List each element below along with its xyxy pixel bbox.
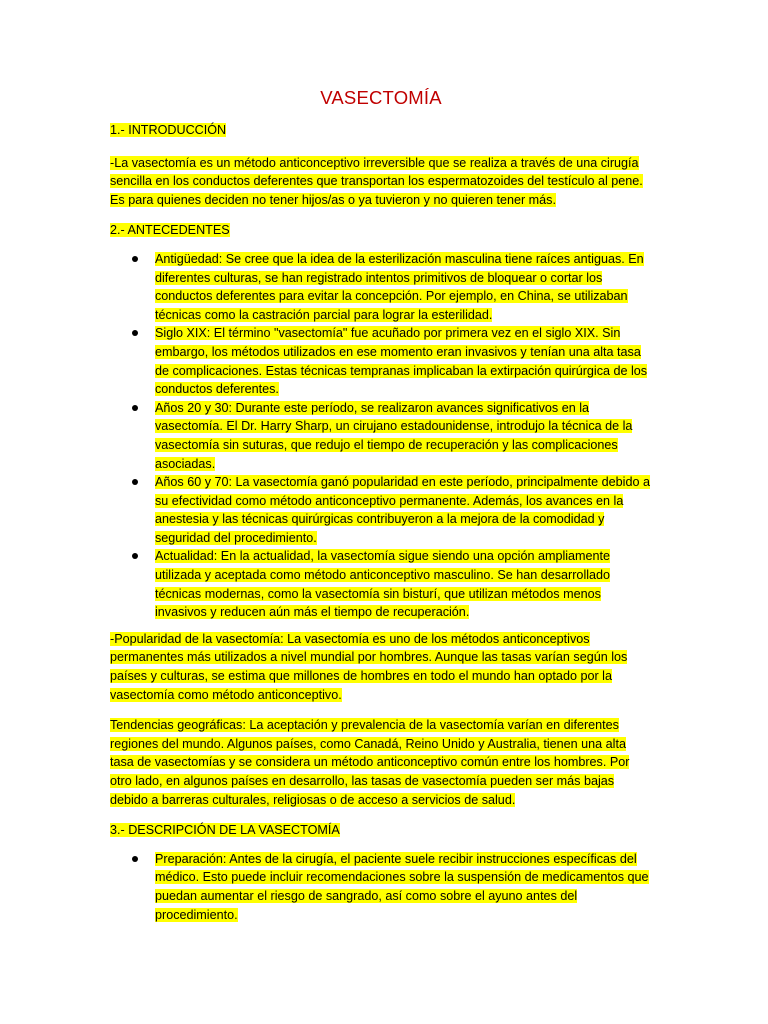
paragraph-text: Tendencias geográficas: La aceptación y prevalencia de la vasectomía varían en diferentes regiones del mundo. Algunos países, como Canadá, Reino Unido y Australia, tienen una alta tasa de vasectomías y se considera un método anticonceptivo común entre los hombres. Por otro lado, en algunos países en desarrollo, las tasas de vasectomía pueden ser más bajas debido a barreras culturales, religiosas o de acceso a servicios de salud. <box>110 718 630 807</box>
antecedentes-list <box>110 250 652 622</box>
descripcion-list <box>110 850 652 924</box>
section-heading-antecedentes <box>110 221 652 240</box>
heading-text: 3.- DESCRIPCIÓN DE LA VASECTOMÍA <box>110 823 340 838</box>
list-item-text: Siglo XIX: El término "vasectomía" fue acuñado por primera vez en el siglo XIX. Sin embargo, los métodos utilizados en ese momento eran invasivos y tenían una alta tasa de complicaciones. Estas técnicas tempranas implicaban la extirpación quirúrgica de los conductos deferentes. <box>155 326 648 397</box>
tendencias-paragraph <box>110 716 652 809</box>
section-heading-descripcion <box>110 821 652 840</box>
list-item <box>155 850 652 924</box>
intro-paragraph <box>110 154 652 210</box>
bullet-icon <box>132 405 138 411</box>
list-item <box>155 547 652 621</box>
document-title: VASECTOMÍA <box>320 87 442 108</box>
list-item-text: Antigüedad: Se cree que la idea de la esterilización masculina tiene raíces antiguas. En diferentes culturas, se han registrado intentos primitivos de bloquear o cortar los conductos deferentes para evitar la concepción. Por ejemplo, en China, se utilizaban técnicas como la castración parcial para lograr la esterilidad. <box>155 251 644 322</box>
list-item <box>155 250 652 324</box>
list-item <box>155 399 652 473</box>
list-item-text: Actualidad: En la actualidad, la vasectomía sigue siendo una opción ampliamente utilizada y aceptada como método anticonceptivo masculino. Se han desarrollado técnicas modernas, como la vasectomía sin bisturí, que utilizan métodos menos invasivos y reducen aún más el tiempo de recuperación. <box>155 549 611 620</box>
bullet-icon <box>132 553 138 559</box>
bullet-icon <box>132 856 138 862</box>
paragraph-text: -La vasectomía es un método anticonceptivo irreversible que se realiza a través de una cirugía sencilla en los conductos deferentes que transportan los espermatozoides del testículo al pene. Es para quienes deciden no tener hijos/as o ya tuvieron y no quieren tener más. <box>110 155 643 207</box>
heading-text: 1.- INTRODUCCIÓN <box>110 123 227 137</box>
list-item <box>155 324 652 398</box>
paragraph-text: -Popularidad de la vasectomía: La vasectomía es uno de los métodos anticonceptivos permanentes más utilizados a nivel mundial por hombres. Aunque las tasas varían según los países y culturas, se estima que millones de hombres en todo el mundo han optado por la vasectomía como método anticonceptivo. <box>110 631 628 702</box>
bullet-icon <box>132 256 138 262</box>
list-item-text: Preparación: Antes de la cirugía, el paciente suele recibir instrucciones específicas del médico. Esto puede incluir recomendaciones sobre la suspensión de medicamentos que puedan aumentar el riesgo de sangrado, así como sobre el ayuno antes del procedimiento. <box>155 851 649 922</box>
section-heading-intro <box>110 121 652 140</box>
list-item-text: Años 20 y 30: Durante este período, se realizaron avances significativos en la vasectomía. El Dr. Harry Sharp, un cirujano estadounidense, introdujo la técnica de la vasectomía sin suturas, que redujo el tiempo de recuperación y las complicaciones asociadas. <box>155 400 633 471</box>
popularidad-paragraph <box>110 630 652 704</box>
bullet-icon <box>132 479 138 485</box>
heading-text: 2.- ANTECEDENTES <box>110 223 230 238</box>
list-item <box>155 473 652 547</box>
bullet-icon <box>132 330 138 336</box>
list-item-text: Años 60 y 70: La vasectomía ganó popularidad en este período, principalmente debido a su efectividad como método anticonceptivo permanente. Además, los avances en la anestesia y las técnicas quirúrgicas contribuyeron a la mejora de la comodidad y seguridad del procedimiento. <box>155 475 650 545</box>
